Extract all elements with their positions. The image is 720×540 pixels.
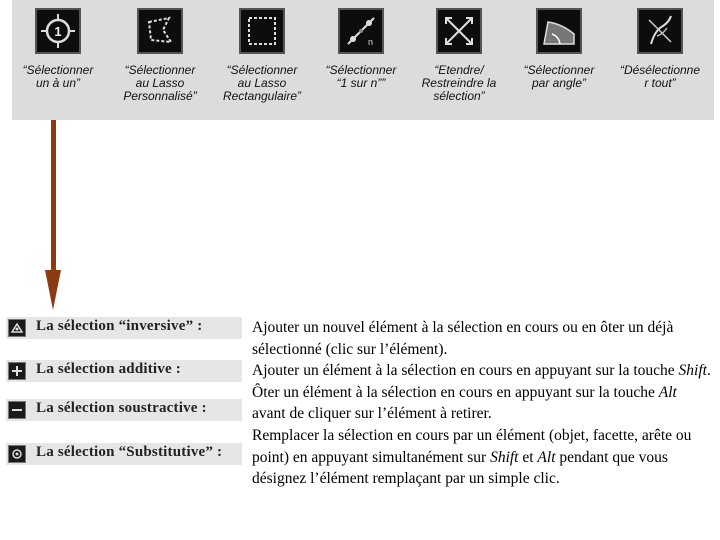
desc-substitutive: Remplacer la sélection en cours par un élément (objet, facette, arête ou point) en appuyant simultanément sur Shift et Alt pendant que vous désignez l’élément remplaçant par un simple clic. — [252, 426, 692, 488]
arrow-shaft — [51, 120, 56, 280]
toolbar-scan — [12, 0, 714, 120]
tool-lasso-custom[interactable] — [110, 8, 210, 103]
key-alt: Alt — [537, 448, 556, 466]
mode-label: La sélection additive : — [36, 361, 182, 377]
key-shift: Shift — [678, 362, 707, 380]
key-alt: Alt — [658, 383, 677, 401]
key-shift: Shift — [490, 448, 519, 466]
tool-label: “Etendre/ Restreindre la sélection” — [421, 63, 497, 103]
lasso-custom-icon — [137, 8, 183, 54]
desc-additive: Ajouter un élément à la sélection en cours en appuyant sur la touche Shift. — [252, 362, 711, 380]
mode-substitutive — [6, 443, 242, 465]
subtractive-selection-icon — [8, 401, 26, 419]
lasso-rectangle-icon — [239, 8, 285, 54]
tool-label: “Sélectionner au Lasso Personnalisé” — [123, 63, 197, 103]
svg-text:1: 1 — [54, 24, 62, 39]
svg-text:n: n — [368, 37, 374, 47]
select-one-in-n-icon — [338, 8, 384, 54]
substitutive-selection-icon — [8, 445, 26, 463]
mode-inverse — [6, 317, 242, 339]
deselect-all-icon — [637, 8, 683, 54]
tool-label: “Sélectionner “1 sur n”” — [325, 63, 397, 90]
select-one-by-one-icon — [35, 8, 81, 54]
tool-label: “Désélectionne r tout” — [619, 63, 701, 90]
mode-label: La sélection “Substitutive” : — [36, 444, 223, 460]
desc-inverse: Ajouter un nouvel élément à la sélection en cours ou en ôter un déjà sélectionné (clic sur l’élément). — [252, 319, 674, 358]
arrow-down-icon — [45, 270, 61, 310]
mode-additive — [6, 360, 242, 382]
tool-extend-shrink[interactable] — [409, 8, 509, 103]
additive-selection-icon — [8, 362, 26, 380]
mode-label: La sélection “inversive” : — [36, 318, 203, 334]
inverse-selection-icon — [8, 319, 26, 337]
tool-deselect-all[interactable] — [610, 8, 710, 90]
tool-select-one-in-n[interactable] — [311, 8, 411, 90]
mode-label: La sélection soustractive : — [36, 400, 207, 416]
tool-label: “Sélectionner un à un” — [22, 63, 94, 90]
description-text — [252, 317, 714, 490]
extend-shrink-icon — [436, 8, 482, 54]
tool-select-by-angle[interactable] — [509, 8, 609, 90]
tool-label: “Sélectionner au Lasso Rectangulaire” — [222, 63, 302, 103]
tool-lasso-rectangle[interactable] — [212, 8, 312, 103]
tool-select-one-by-one[interactable] — [12, 8, 108, 90]
desc-subtractive: Ôter un élément à la sélection en cours en appuyant sur la touche Alt avant de cliquer sur l’élément à retirer. — [252, 383, 677, 423]
mode-subtractive — [6, 399, 242, 421]
select-by-angle-icon — [536, 8, 582, 54]
tool-label: “Sélectionner par angle” — [523, 63, 595, 90]
